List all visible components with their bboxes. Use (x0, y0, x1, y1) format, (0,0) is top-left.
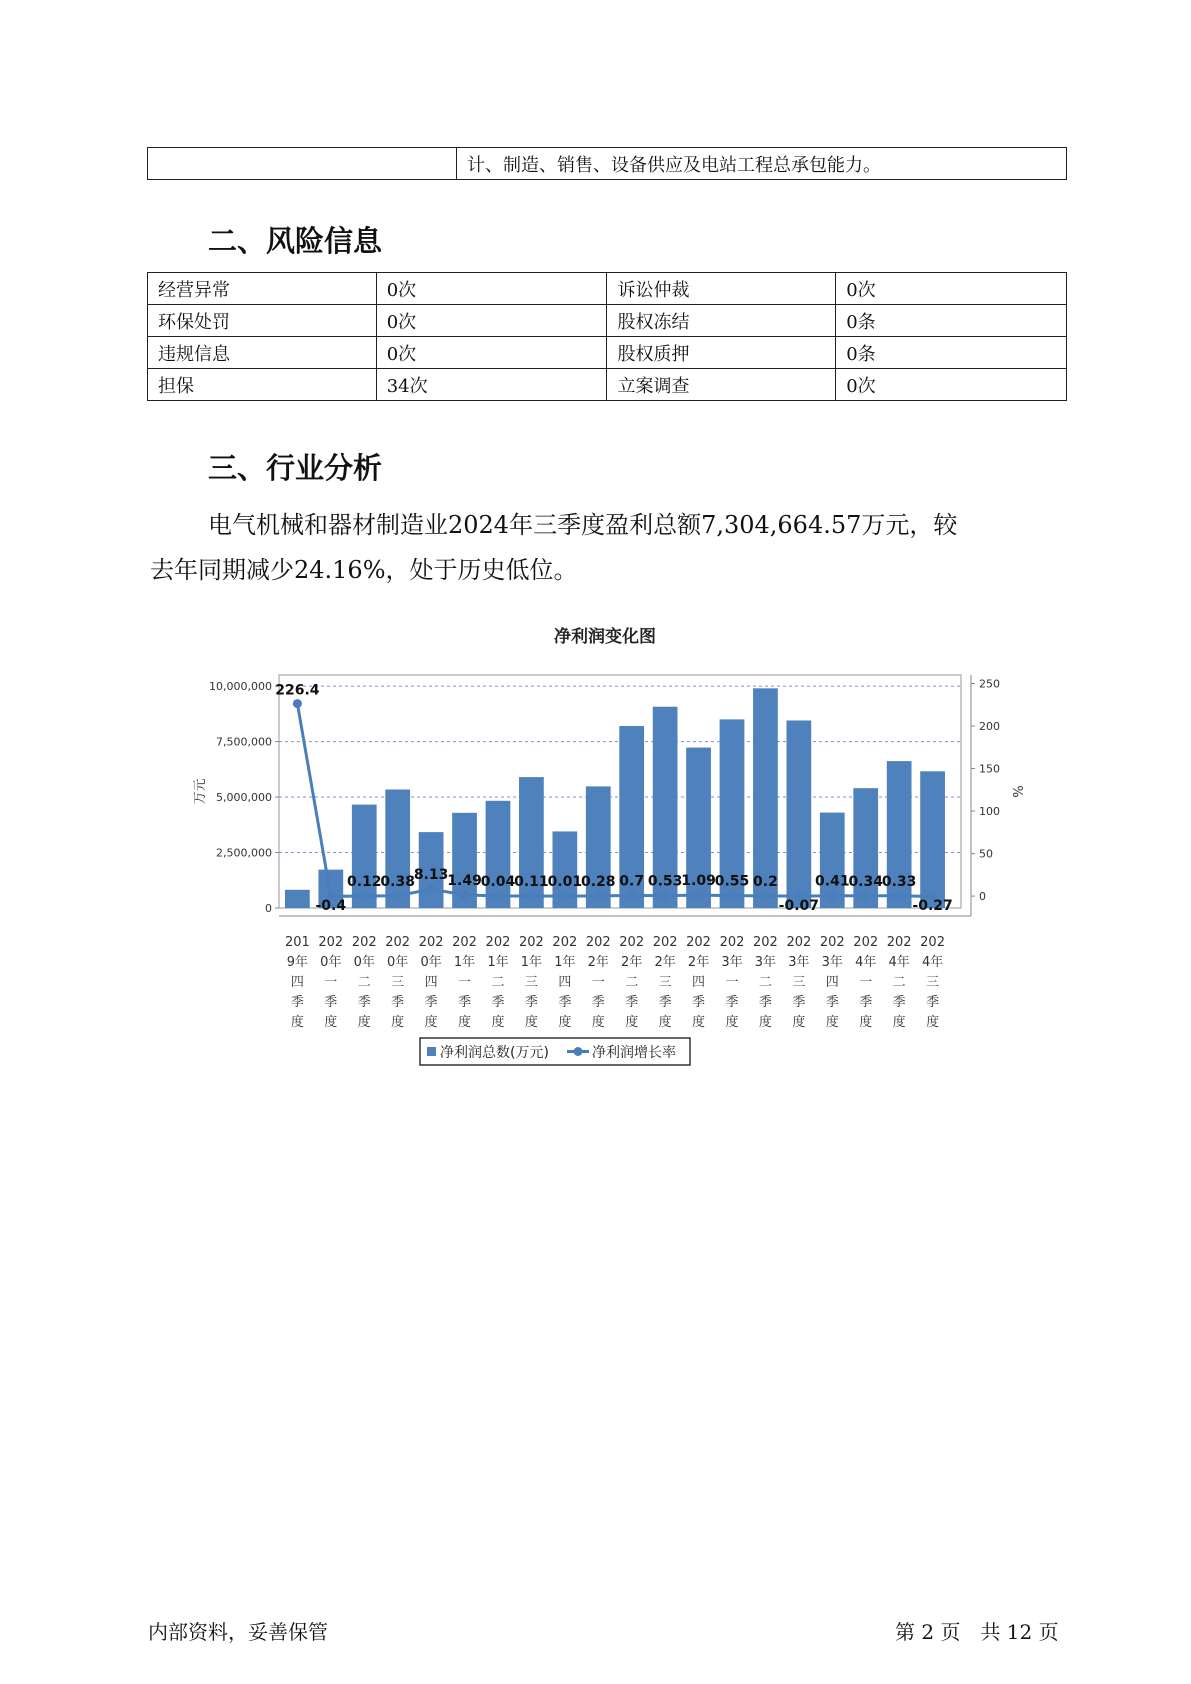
risk-row (148, 369, 1067, 401)
x-tick-label: 202 3年一季度 (719, 935, 745, 1030)
footer-page-number: 第 2 页 共 12 页 (895, 1620, 1059, 1644)
x-tick-label: 202 2年一季度 (585, 935, 611, 1030)
right-tick-label: 250 (979, 677, 1000, 691)
x-tick-label: 202 2年二季度 (619, 935, 645, 1030)
bar (786, 720, 811, 908)
risk-row (148, 305, 1067, 337)
bar (285, 890, 310, 908)
y-tick-label: 5,000,000 (216, 791, 272, 805)
x-tick-label: 202 1年二季度 (485, 935, 511, 1030)
growth-rate-point (594, 891, 603, 900)
growth-rate-label: -0.07 (778, 898, 820, 914)
industry-paragraph-line1: 电气机械和器材制造业2024年三季度盈利总额7,304,664.57万元，较 (208, 511, 958, 539)
growth-rate-point (627, 891, 636, 900)
x-tick-label: 202 2年四季度 (686, 935, 711, 1030)
growth-rate-point (895, 891, 904, 900)
risk-value: 0次 (376, 305, 607, 337)
growth-rate-label: -0.27 (912, 898, 953, 914)
growth-rate-label: 0.41 (815, 873, 850, 890)
growth-rate-point (828, 891, 837, 900)
growth-rate-label: -0.4 (315, 898, 347, 914)
growth-rate-label: 0.01 (547, 874, 583, 891)
industry-paragraph-line2: 去年同期减少24.16%，处于历史低位。 (150, 556, 578, 584)
growth-rate-label: 8.13 (413, 867, 449, 884)
bar (920, 771, 945, 908)
x-tick-label: 201 9年四季度 (284, 935, 310, 1030)
risk-row (148, 273, 1067, 305)
risk-label: 经营异常 (148, 273, 377, 305)
growth-rate-label: 0.33 (881, 873, 917, 890)
risk-label: 违规信息 (148, 337, 377, 369)
risk-value: 0次 (836, 369, 1067, 401)
right-tick-label: 100 (979, 805, 1000, 819)
bar (853, 788, 878, 908)
risk-value: 0次 (836, 273, 1067, 305)
x-tick-label: 202 4年一季度 (853, 935, 879, 1030)
risk-info-table (147, 272, 1067, 401)
growth-rate-label: 0.11 (514, 874, 549, 891)
right-tick-label: 200 (979, 720, 1000, 734)
growth-rate-label: 1.49 (447, 872, 482, 889)
right-tick-label: 0 (979, 890, 986, 904)
growth-rate-point (393, 891, 402, 900)
x-tick-label: 202 3年二季度 (753, 935, 778, 1030)
growth-rate-label: 0.04 (480, 874, 516, 891)
growth-rate-point (460, 890, 469, 899)
x-tick-label: 202 0年四季度 (418, 935, 444, 1030)
x-tick-label: 202 4年二季度 (886, 935, 912, 1030)
growth-rate-label: 0.7 (619, 873, 645, 890)
x-tick-label: 202 0年二季度 (351, 935, 377, 1030)
legend-bar-label: 净利润总数(万元) (440, 1045, 549, 1061)
risk-value: 0次 (376, 337, 607, 369)
growth-rate-label: 0.34 (848, 873, 883, 890)
info-left-cell (148, 148, 457, 180)
x-tick-label: 202 1年四季度 (552, 935, 578, 1030)
growth-rate-point (360, 891, 369, 900)
growth-rate-label: 0.53 (647, 873, 683, 890)
growth-rate-point (727, 891, 736, 900)
risk-label: 立案调查 (607, 369, 836, 401)
bar (385, 790, 410, 908)
growth-rate-point (293, 699, 302, 708)
legend-bar-swatch (427, 1047, 436, 1056)
growth-rate-label: 0.28 (580, 873, 616, 890)
risk-value: 0次 (376, 273, 607, 305)
x-tick-label: 202 2年三季度 (652, 935, 678, 1030)
footer-confidential: 内部资料，妥善保管 (148, 1620, 328, 1644)
risk-label: 环保处罚 (148, 305, 377, 337)
y-tick-label: 2,500,000 (216, 846, 272, 860)
y-tick-label: 0 (265, 902, 272, 915)
risk-row (148, 337, 1067, 369)
risk-label: 担保 (148, 369, 377, 401)
section-title-risk: 二、风险信息 (208, 224, 383, 258)
industry-paragraph (150, 503, 1070, 593)
legend-line-label: 净利润增长率 (592, 1045, 676, 1061)
company-info-table (147, 147, 1067, 180)
growth-rate-point (493, 892, 502, 901)
growth-rate-point (661, 891, 670, 900)
risk-label: 诉讼仲裁 (607, 273, 836, 305)
growth-rate-point (527, 892, 536, 901)
risk-label: 股权质押 (607, 337, 836, 369)
growth-rate-point (694, 891, 703, 900)
growth-rate-point (560, 892, 569, 901)
y-axis-label: 万元 (193, 778, 208, 805)
growth-rate-label: 0.38 (380, 873, 415, 890)
y-tick-label: 7,500,000 (216, 735, 272, 749)
x-tick-label: 202 3年三季度 (786, 935, 812, 1030)
x-tick-label: 202 4年三季度 (920, 935, 945, 1030)
risk-value: 34次 (376, 369, 607, 401)
growth-rate-label: 0.12 (346, 873, 382, 890)
right-tick-label: 150 (979, 762, 1000, 776)
risk-value: 0条 (836, 337, 1067, 369)
right-axis-label: % (1009, 785, 1024, 798)
section-title-industry: 三、行业分析 (208, 451, 383, 485)
risk-label: 股权冻结 (607, 305, 836, 337)
x-tick-label: 202 0年三季度 (385, 935, 411, 1030)
growth-rate-point (761, 891, 770, 900)
risk-value: 0条 (836, 305, 1067, 337)
growth-rate-label: 226.4 (275, 682, 320, 699)
info-right-cell: 计、制造、销售、设备供应及电站工程总承包能力。 (457, 148, 1067, 180)
growth-rate-label: 1.09 (681, 873, 716, 890)
net-profit-chart (180, 620, 1030, 1085)
x-tick-label: 202 3年四季度 (819, 935, 845, 1030)
legend-line-marker (574, 1047, 583, 1056)
x-tick-label: 202 0年一季度 (318, 935, 344, 1030)
x-tick-label: 202 1年一季度 (452, 935, 477, 1030)
x-tick-label: 202 1年三季度 (518, 935, 544, 1030)
chart-title: 净利润变化图 (554, 627, 656, 647)
growth-rate-label: 0.2 (753, 873, 778, 890)
right-tick-label: 50 (979, 847, 993, 861)
y-tick-label: 10,000,000 (209, 680, 272, 694)
growth-rate-label: 0.55 (714, 873, 750, 890)
growth-rate-point (861, 891, 870, 900)
growth-rate-point (427, 885, 436, 894)
